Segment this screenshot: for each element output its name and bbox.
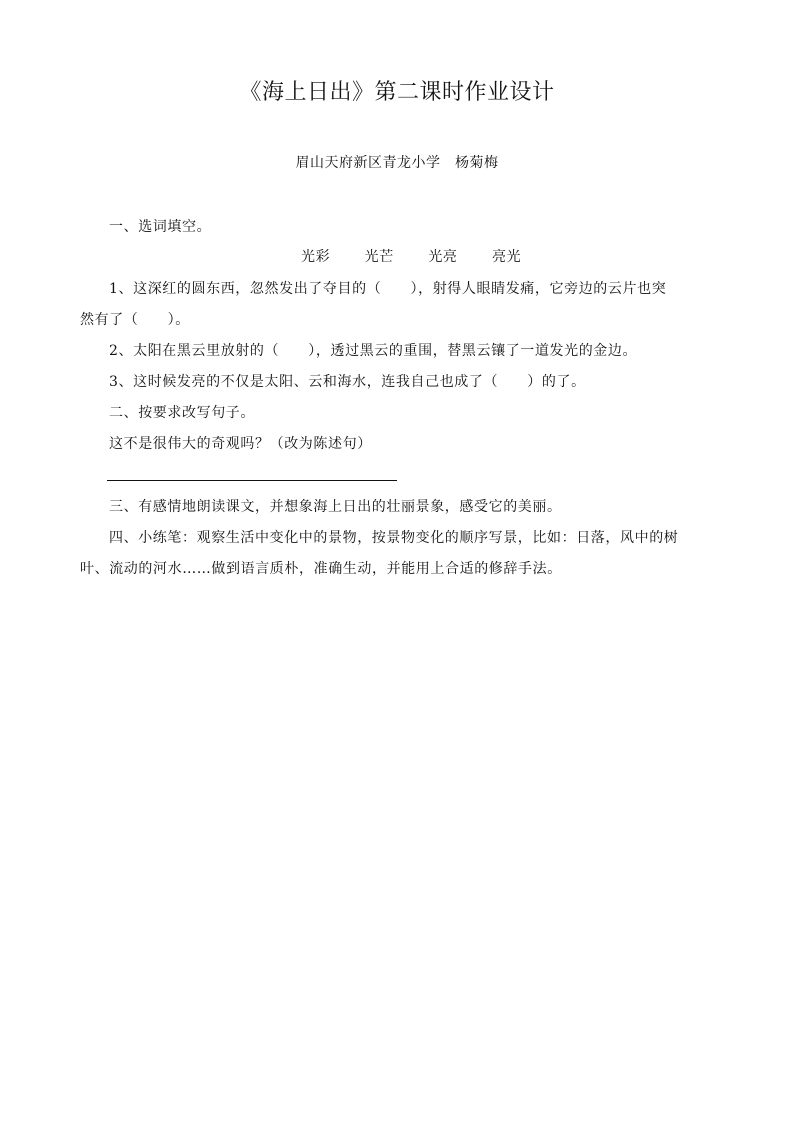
- page-title: 《海上日出》第二课时作业设计: [239, 80, 555, 105]
- answer-line: [107, 480, 397, 481]
- author-line: 眉山天府新区青龙小学 杨菊梅: [295, 155, 499, 171]
- question-1-line-2: 然有了（ ）。: [80, 312, 190, 328]
- question-2: 2、太阳在黑云里放射的（ ），透过黑云的重围，替黑云镶了一道发光的金边。: [109, 343, 638, 359]
- section2-heading: 二、按要求改写句子。: [109, 405, 255, 421]
- word-choice: 光彩: [301, 249, 331, 265]
- word-choice: 亮光: [491, 249, 522, 265]
- section3-text: 三、有感情地朗读课文，并想象海上日出的壮丽景象，感受它的美丽。: [109, 499, 562, 515]
- rewrite-sentence: 这不是很伟大的奇观吗？（改为陈述句）: [109, 436, 372, 452]
- question-3: 3、这时候发亮的不仅是太阳、云和海水，连我自己也成了（ ）的了。: [109, 374, 586, 390]
- question-1-line-1: 1、这深红的圆东西，忽然发出了夺目的（ ），射得人眼睛发痛，它旁边的云片也突: [109, 281, 667, 297]
- section4-line-1: 四、小练笔：观察生活中变化中的景物，按景物变化的顺序写景，比如：日落，风中的树: [109, 530, 679, 546]
- section1-heading: 一、选词填空。: [109, 219, 212, 235]
- word-choice: 光芒: [364, 249, 394, 265]
- section4-line-2: 叶、流动的河水……做到语言质朴，准确生动，并能用上合适的修辞手法。: [80, 561, 562, 577]
- word-choice: 光亮: [428, 249, 458, 265]
- word-choices: [301, 246, 521, 268]
